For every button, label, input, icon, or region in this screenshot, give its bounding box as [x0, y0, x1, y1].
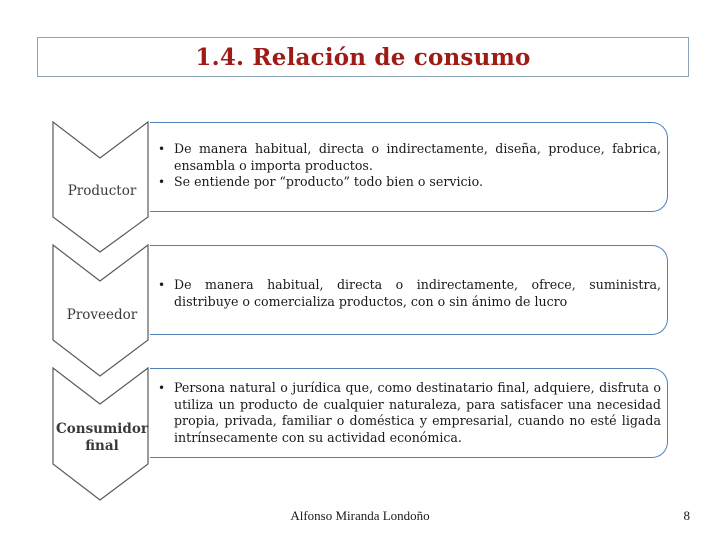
bullet-list: [152, 141, 661, 191]
bullet-icon: •: [158, 278, 166, 292]
bullet-icon: •: [158, 381, 166, 395]
list-item: [152, 174, 661, 191]
bullet-text: Se entiende por “producto” todo bien o servicio.: [174, 174, 483, 189]
step-card-proveedor: [150, 245, 668, 335]
step-card-consumidor-final: [150, 368, 668, 458]
list-item: [152, 380, 661, 446]
bullet-list: [152, 380, 661, 446]
step-label-final: final: [85, 438, 119, 454]
bullet-text: Persona natural o jurídica que, como destinatario final, adquiere, disfruta o utiliza un producto de cualquier naturaleza, para satisfacer una necesidad propia, privada, familiar o doméstica y empresarial, cuando no esté ligada intrínsecamente con su actividad económica.: [174, 380, 661, 445]
step-label-consumidor-final: [53, 421, 151, 455]
bullet-text: De manera habitual, directa o indirectamente, ofrece, suministra, distribuye o comercializa productos, con o sin ánimo de lucro: [174, 277, 661, 309]
step-label-proveedor: Proveedor: [66, 307, 138, 323]
bullet-list: [152, 277, 661, 310]
slide-title: 1.4. Relación de consumo: [195, 44, 531, 71]
list-item: [152, 277, 661, 310]
step-label-consumidor: Consumidor: [56, 421, 148, 437]
bullet-icon: •: [158, 142, 166, 156]
list-item: [152, 141, 661, 174]
step-card-productor: [150, 122, 668, 212]
footer-author: Alfonso Miranda Londoño: [290, 508, 430, 523]
bullet-icon: •: [158, 175, 166, 189]
page-number: 8: [683, 508, 690, 523]
bullet-text: De manera habitual, directa o indirectamente, diseña, produce, fabrica, ensambla o importa productos.: [174, 141, 661, 173]
step-label-productor: Productor: [67, 183, 137, 199]
